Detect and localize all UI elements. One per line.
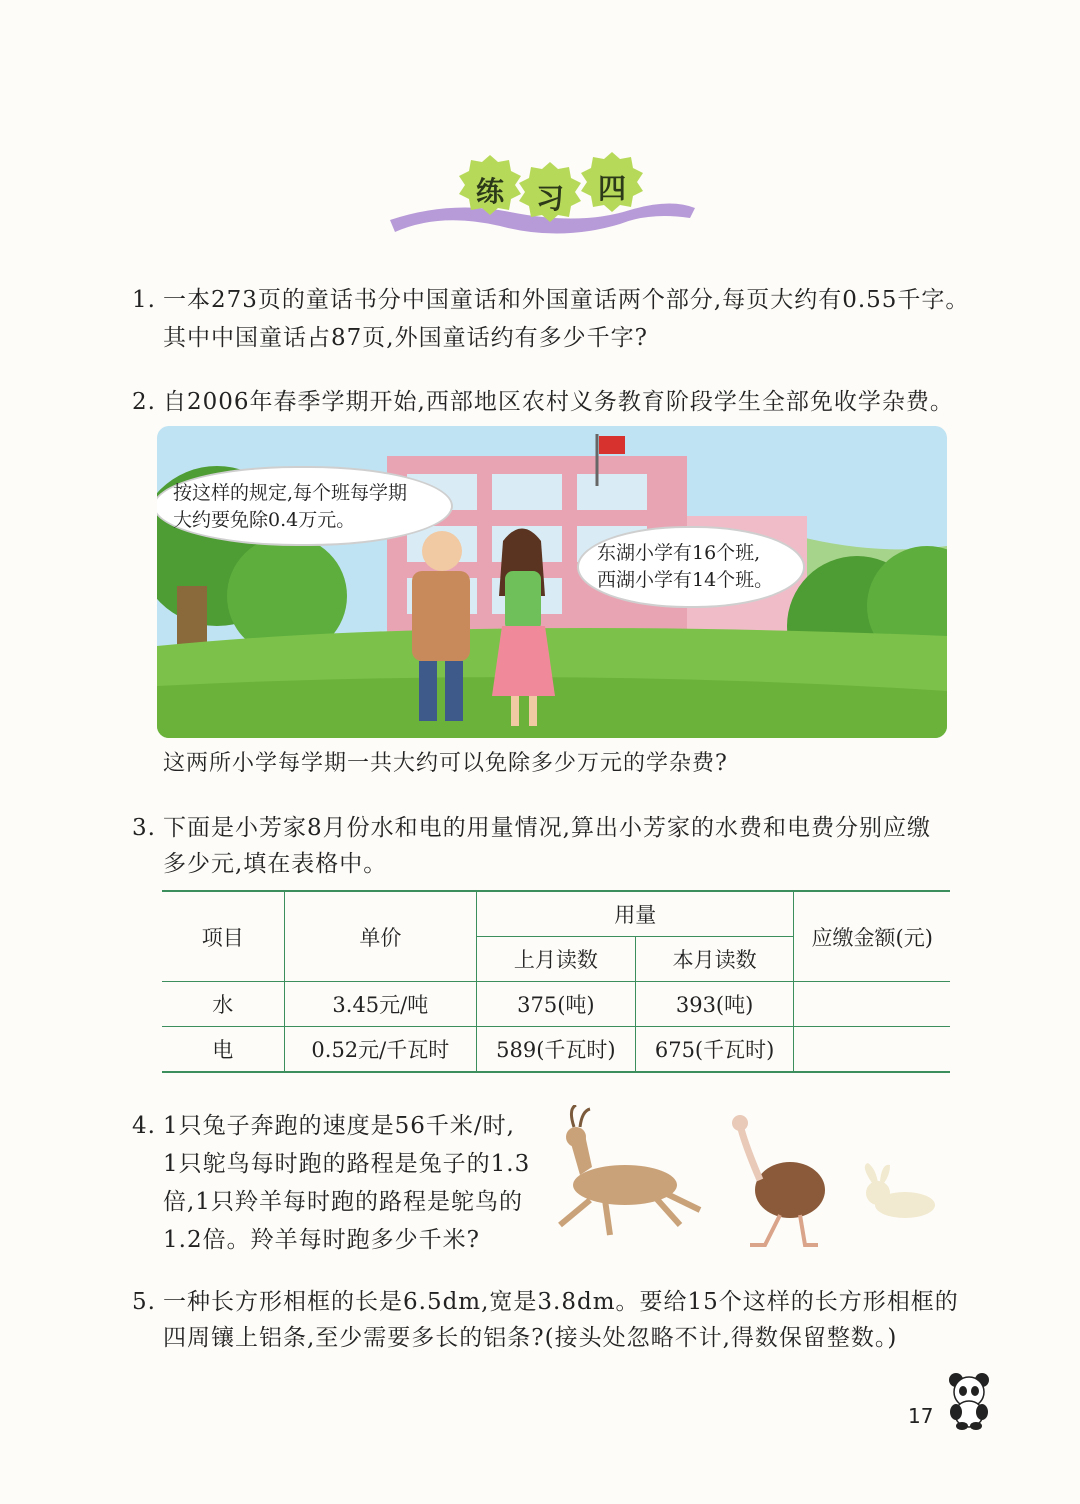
question-number: 5. (132, 1289, 156, 1315)
header-this-reading: 本月读数 (635, 937, 794, 982)
cell-item: 水 (162, 982, 284, 1027)
question-text-line: 其中中国童话占87页,外国童话约有多少千字? (163, 325, 648, 351)
question-text-line: 多少元,填在表格中。 (163, 851, 388, 877)
antelope-icon (560, 1105, 700, 1235)
question-number: 2. (132, 389, 156, 415)
bubble-line: 大约要免除0.4万元。 (173, 509, 356, 531)
cell-amount[interactable] (794, 982, 950, 1027)
title-char-1: 练 (475, 175, 504, 208)
bubble-line: 按这样的规定,每个班每学期 (173, 482, 408, 504)
cell-item: 电 (162, 1027, 284, 1073)
panda-icon (944, 1372, 994, 1430)
cell-last: 375(吨) (477, 982, 636, 1027)
question-2-followup: 这两所小学每学期一共大约可以免除多少万元的学杂费? (163, 751, 728, 776)
speech-bubble-man (157, 466, 453, 546)
question-text-line: 1只鸵鸟每时跑的路程是兔子的1.3 (163, 1151, 531, 1177)
bubble-line: 东湖小学有16个班, (597, 542, 761, 564)
utility-table (162, 890, 950, 1073)
cell-last: 589(千瓦时) (477, 1027, 636, 1073)
question-text-line: 下面是小芳家8月份水和电的用量情况,算出小芳家的水费和电费分别应缴 (163, 815, 931, 841)
question-text-line: 一种长方形相框的长是6.5dm,宽是3.8dm。要给15个这样的长方形相框的 (163, 1289, 959, 1315)
question-number: 1. (132, 287, 156, 313)
cell-this: 675(千瓦时) (635, 1027, 794, 1073)
ostrich-icon (732, 1115, 825, 1245)
question-text-line: 自2006年春季学期开始,西部地区农村义务教育阶段学生全部免收学杂费。 (163, 389, 954, 415)
cell-price: 3.45元/吨 (284, 982, 476, 1027)
table-row (162, 982, 950, 1027)
question-number: 4. (132, 1113, 156, 1139)
page-number: 17 (908, 1404, 934, 1428)
cell-amount[interactable] (794, 1027, 950, 1073)
header-price: 单价 (284, 891, 476, 982)
rabbit-icon (865, 1163, 935, 1218)
exercise-title (390, 150, 700, 250)
title-char-2: 习 (535, 182, 564, 215)
cell-this: 393(吨) (635, 982, 794, 1027)
bubble-line: 西湖小学有14个班。 (597, 569, 774, 591)
header-amount: 应缴金额(元) (794, 891, 950, 982)
animals-illustration (550, 1105, 950, 1255)
table-row (162, 1027, 950, 1073)
cell-price: 0.52元/千瓦时 (284, 1027, 476, 1073)
question-number: 3. (132, 815, 156, 841)
school-scene-illustration (157, 426, 947, 738)
question-text-line: 1只兔子奔跑的速度是56千米/时, (163, 1113, 515, 1139)
question-text-line: 四周镶上铝条,至少需要多长的铝条?(接头处忽略不计,得数保留整数。) (163, 1325, 898, 1351)
question-text-line: 倍,1只羚羊每时跑的路程是鸵鸟的 (163, 1189, 523, 1215)
title-char-3: 四 (597, 172, 626, 205)
header-usage: 用量 (477, 891, 794, 937)
speech-bubble-woman (577, 526, 805, 608)
header-last-reading: 上月读数 (477, 937, 636, 982)
question-text-line: 1.2倍。羚羊每时跑多少千米? (163, 1227, 480, 1253)
header-item: 项目 (162, 891, 284, 982)
question-text-line: 一本273页的童话书分中国童话和外国童话两个部分,每页大约有0.55千字。 (163, 287, 970, 313)
